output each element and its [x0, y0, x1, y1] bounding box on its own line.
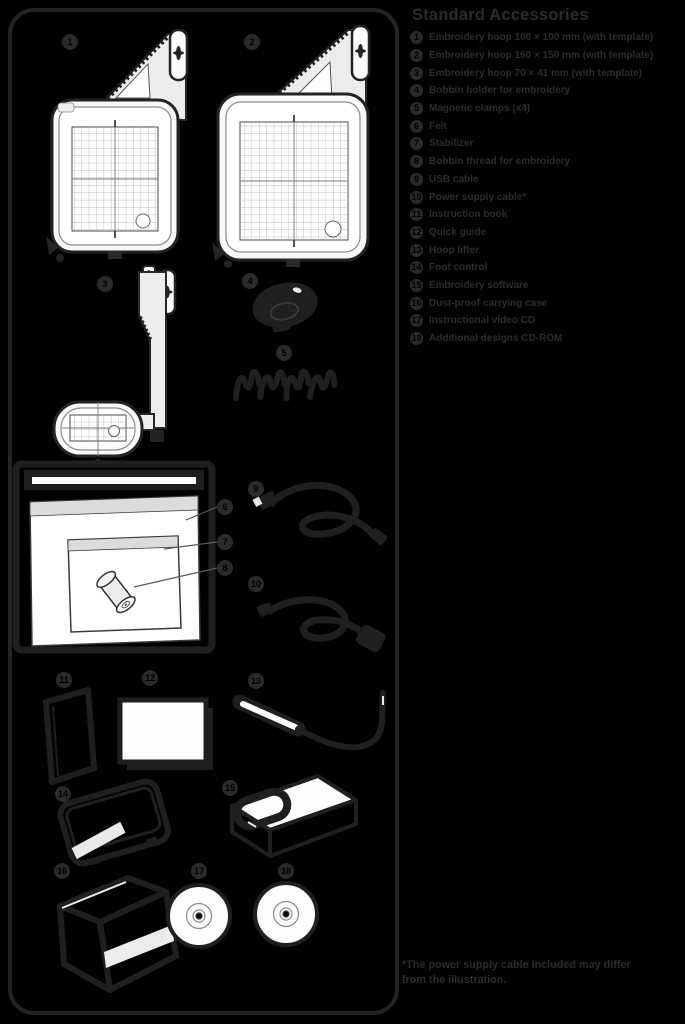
callout-18 — [278, 863, 294, 879]
svg-text:2: 2 — [249, 37, 255, 47]
accessory-bag-illustration — [16, 464, 217, 650]
accessory-item — [410, 153, 685, 171]
accessory-item — [410, 82, 685, 100]
accessory-label: Magnetic clamps (x4) — [429, 103, 531, 115]
accessory-item — [410, 47, 685, 65]
item-number-badge: 1 — [410, 31, 423, 44]
power-cable-footnote — [402, 958, 682, 988]
item-number-badge: 10 — [411, 191, 422, 202]
cd-disc-illustration — [168, 885, 230, 947]
svg-text:11: 11 — [59, 675, 69, 685]
callout-2 — [244, 34, 260, 50]
accessory-label: Embroidery hoop 150 × 150 mm (with template) — [429, 50, 654, 62]
accessory-label: Foot control — [429, 262, 488, 274]
item-number-badge: 16 — [411, 297, 422, 308]
accessory-item — [410, 330, 685, 348]
item-number-badge: 17 — [411, 315, 422, 326]
page-title: Standard Accessories — [412, 6, 589, 24]
accessories-list-section — [402, 0, 685, 347]
callout-6 — [217, 499, 233, 515]
item-number-badge: 3 — [410, 67, 423, 80]
embroidery-hoop-small-illustration — [54, 266, 175, 466]
svg-text:12: 12 — [144, 673, 156, 683]
accessory-item — [410, 29, 685, 47]
bobbin-holder-illustration — [248, 277, 322, 337]
svg-text:1: 1 — [67, 37, 73, 47]
item-number-badge: 14 — [411, 262, 422, 273]
callout-14 — [55, 786, 71, 802]
item-number-badge: 12 — [411, 226, 422, 237]
cd-disc-illustration — [255, 883, 317, 945]
footnote-line-2: from the illustration. — [402, 974, 507, 987]
svg-text:9: 9 — [253, 484, 259, 494]
item-number-badge: 8 — [410, 155, 423, 168]
accessory-label: Bobbin holder for embroidery — [429, 85, 571, 97]
usb-cable-illustration — [252, 485, 388, 545]
callout-11 — [56, 672, 72, 688]
magnetic-clamps-illustration — [236, 371, 335, 399]
callout-12 — [142, 670, 158, 686]
item-number-badge: 15 — [411, 279, 422, 290]
callout-17 — [191, 863, 207, 879]
accessory-item — [410, 277, 685, 295]
accessory-item — [410, 241, 685, 259]
svg-text:18: 18 — [280, 866, 292, 876]
accessory-label: Embroidery hoop 100 × 100 mm (with template) — [429, 32, 654, 44]
callout-13 — [248, 673, 264, 689]
accessory-item — [410, 188, 685, 206]
svg-text:5: 5 — [281, 348, 287, 358]
accessory-item — [410, 117, 685, 135]
accessory-label: Bobbin thread for embroidery — [429, 156, 571, 168]
power-supply-cable-illustration — [256, 600, 387, 654]
svg-text:13: 13 — [250, 676, 262, 686]
callout-16 — [54, 863, 70, 879]
accessory-item — [410, 259, 685, 277]
accessory-label: Additional designs CD-ROM — [429, 333, 563, 345]
item-number-badge: 9 — [410, 173, 423, 186]
callout-5 — [276, 345, 292, 361]
accessory-item — [410, 224, 685, 242]
item-number-badge: 7 — [410, 137, 423, 150]
foot-control-illustration — [58, 779, 172, 870]
accessory-item — [410, 100, 685, 118]
item-number-badge: 11 — [411, 209, 422, 220]
svg-text:3: 3 — [102, 279, 108, 289]
accessory-item — [410, 312, 685, 330]
quick-guide-illustration — [120, 700, 213, 770]
callout-4 — [242, 273, 258, 289]
instruction-book-illustration — [46, 690, 94, 782]
footnote-line-1: *The power supply cable included may differ — [402, 959, 631, 971]
accessory-item — [410, 294, 685, 312]
accessory-label: Instruction book — [429, 209, 508, 221]
accessory-label: Hoop lifter — [429, 244, 479, 256]
accessory-label: Felt — [429, 120, 447, 132]
carrying-case-illustration — [60, 878, 176, 990]
item-number-badge: 4 — [410, 84, 423, 97]
callout-1 — [62, 34, 78, 50]
embroidery-hoop-medium-illustration — [46, 30, 187, 262]
accessory-label: Power supply cable* — [429, 191, 527, 203]
hoop-lifter-illustration — [240, 693, 383, 747]
accessory-label: Quick guide — [429, 226, 487, 238]
callout-7 — [217, 534, 233, 550]
callout-15 — [222, 780, 238, 796]
embroidery-hoop-large-illustration — [212, 26, 369, 268]
accessories-list — [402, 29, 685, 347]
accessory-item — [410, 135, 685, 153]
callout-9 — [248, 481, 264, 497]
svg-text:15: 15 — [224, 783, 236, 793]
svg-text:17: 17 — [193, 866, 205, 876]
svg-text:4: 4 — [247, 276, 253, 286]
svg-text:6: 6 — [222, 502, 228, 512]
item-number-badge: 6 — [410, 120, 423, 133]
accessory-item — [410, 171, 685, 189]
item-number-badge: 18 — [411, 333, 422, 344]
svg-text:8: 8 — [222, 563, 228, 573]
accessory-label: Embroidery software — [429, 279, 529, 291]
callout-10 — [248, 576, 264, 592]
accessory-label: Dust-proof carrying case — [429, 297, 548, 309]
svg-text:7: 7 — [222, 537, 228, 547]
item-number-badge: 5 — [410, 102, 423, 115]
svg-text:16: 16 — [56, 866, 68, 876]
svg-text:14: 14 — [57, 789, 69, 799]
accessory-label: USB cable — [429, 173, 479, 185]
accessory-item — [410, 206, 685, 224]
embroidery-software-case-illustration — [232, 776, 356, 856]
accessory-label: Embroidery hoop 70 × 41 mm (with template) — [429, 67, 643, 79]
item-number-badge: 13 — [411, 244, 422, 255]
accessory-label: Instructional video CD — [429, 315, 536, 327]
accessory-item — [410, 64, 685, 82]
callout-8 — [217, 560, 233, 576]
callout-3 — [97, 276, 113, 292]
item-number-badge: 2 — [410, 49, 423, 62]
stabilizer-sheet-illustration — [68, 536, 181, 632]
accessory-label: Stabilizer — [429, 138, 474, 150]
svg-text:10: 10 — [250, 579, 262, 589]
